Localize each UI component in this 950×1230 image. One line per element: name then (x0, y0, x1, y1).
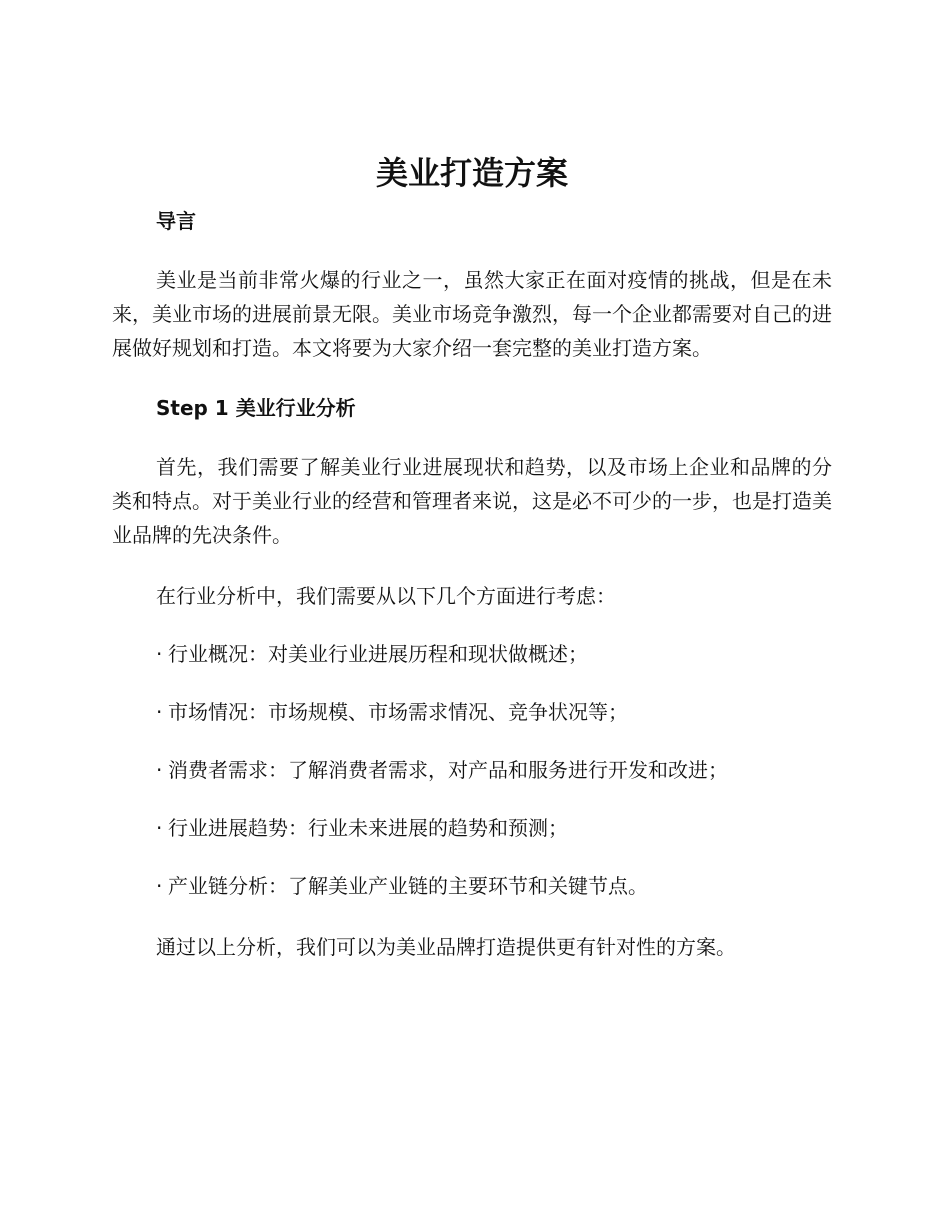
list-item-text: 行业概况：对美业行业进展历程和现状做概述； (168, 642, 588, 666)
list-item (112, 695, 832, 729)
intro-paragraph: 美业是当前非常火爆的行业之一，虽然大家正在面对疫情的挑战，但是在未来，美业市场的进展前景无限。美业市场竞争激烈，每一个企业都需要对自己的进展做好规划和打造。本文将要为大家介绍一套完整的美业打造方案。 (112, 268, 832, 360)
section-heading-step1: Step 1 美业行业分析 (156, 396, 356, 420)
list-item (112, 811, 832, 845)
section-heading-intro: 导言 (156, 209, 196, 233)
bullet-dot: · (156, 816, 163, 840)
list-item-text: 产业链分析：了解美业产业链的主要环节和关键节点。 (168, 874, 648, 898)
list-item (112, 637, 832, 671)
step1-paragraph-1: 首先，我们需要了解美业行业进展现状和趋势，以及市场上企业和品牌的分类和特点。对于美业行业的经营和管理者来说，这是必不可少的一步，也是打造美业品牌的先决条件。 (112, 455, 832, 547)
bullet-dot: · (156, 700, 163, 724)
document-title: 美业打造方案 (375, 154, 568, 192)
document-content (112, 150, 832, 964)
bullet-dot: · (156, 642, 163, 666)
list-item-text: 市场情况：市场规模、市场需求情况、竞争状况等； (168, 700, 628, 724)
list-item-text: 消费者需求：了解消费者需求，对产品和服务进行开发和改进； (168, 758, 728, 782)
bullet-dot: · (156, 758, 163, 782)
step1-paragraph-2: 在行业分析中，我们需要从以下几个方面进行考虑： (156, 584, 616, 608)
list-item (112, 753, 832, 787)
list-item (112, 869, 832, 903)
list-item-text: 行业进展趋势：行业未来进展的趋势和预测； (168, 816, 568, 840)
bullet-dot: · (156, 874, 163, 898)
step1-closing-paragraph: 通过以上分析，我们可以为美业品牌打造提供更有针对性的方案。 (156, 935, 736, 959)
